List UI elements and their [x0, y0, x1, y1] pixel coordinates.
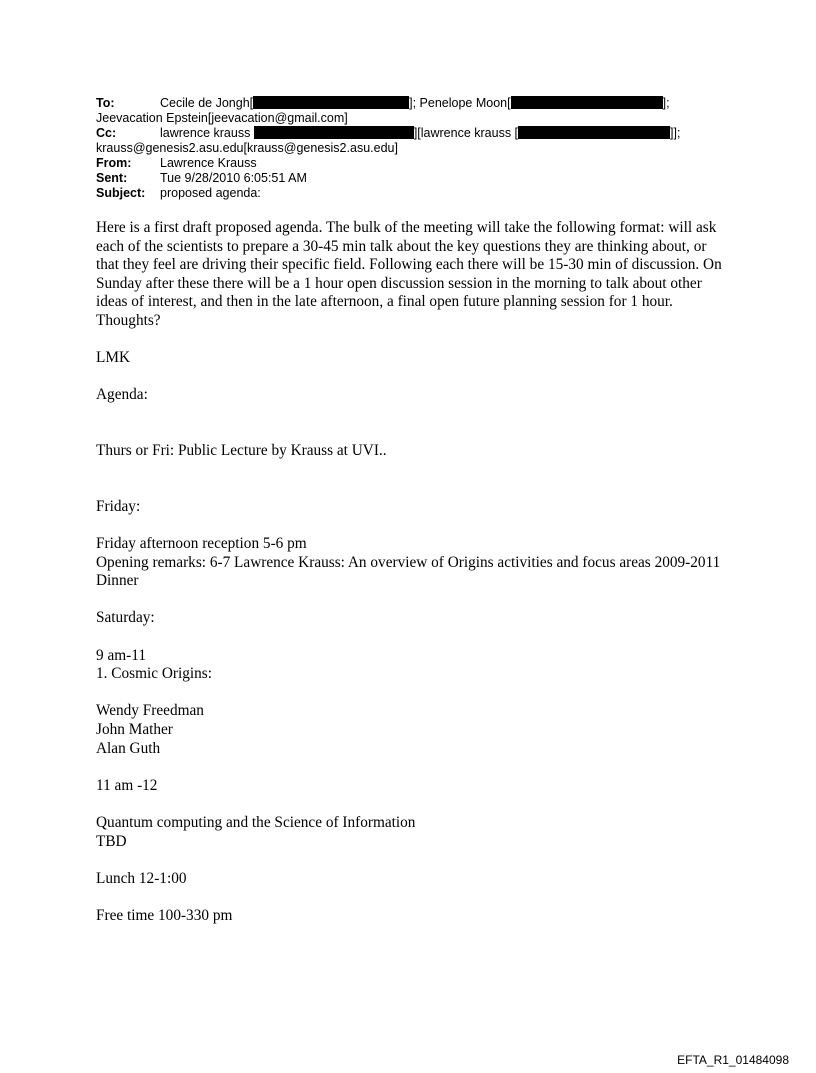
- to-end: ];: [662, 96, 670, 110]
- cc-separator: ][lawrence krauss [: [413, 126, 519, 140]
- lunch: Lunch 12-1:00: [96, 869, 187, 887]
- friday-reception: Friday afternoon reception 5-6 pm: [96, 535, 307, 553]
- agenda-heading: Agenda:: [96, 386, 148, 404]
- email-body: [96, 219, 728, 926]
- to-recipient-1: Cecile de Jongh[: [160, 96, 254, 110]
- redaction-bar: [254, 126, 414, 139]
- redaction-bar: [511, 96, 663, 109]
- free-time: Free time 100-330 pm: [96, 906, 233, 924]
- slot2-title: Quantum computing and the Science of Information: [96, 814, 416, 831]
- cc-line-2: krauss@genesis2.asu.edu[krauss@genesis2.asu.edu]: [96, 141, 398, 155]
- signoff: LMK: [96, 349, 130, 367]
- cc-end: ]];: [670, 126, 681, 140]
- redaction-bar: [253, 96, 409, 109]
- intro-paragraph: Here is a first draft proposed agenda. The bulk of the meeting will take the following format: will ask each of the scientists to prepare a 30-45 min talk about the key questions they are thinking about, or that they feel are driving their specific field. Following each there will be 15-30 min of discussion. On Sunday after these there will be a 1 hour open discussion session in the morning to talk about other ideas of interest, and then in the late afternoon, a final open future planning session for 1 hour.: [96, 219, 722, 311]
- friday-heading: Friday:: [96, 497, 141, 515]
- subject-value: proposed agenda:: [160, 186, 261, 200]
- from-value: Lawrence Krauss: [160, 156, 257, 170]
- sent-line: [96, 171, 307, 186]
- speaker: Wendy Freedman: [96, 702, 204, 720]
- cc-recipient-1: lawrence krauss: [160, 126, 251, 140]
- from-label: From:: [96, 156, 132, 170]
- redaction-bar: [518, 126, 670, 139]
- cc-label: Cc:: [96, 126, 117, 140]
- sent-label: Sent:: [96, 171, 128, 185]
- speaker: Alan Guth: [96, 739, 161, 757]
- cc-line: [96, 126, 680, 141]
- subject-label: Subject:: [96, 186, 146, 200]
- slot1-time: 9 am-11: [96, 646, 146, 664]
- saturday-heading: Saturday:: [96, 609, 155, 627]
- from-line: [96, 156, 257, 171]
- speaker: John Mather: [96, 721, 173, 739]
- slot2-time: 11 am -12: [96, 776, 158, 794]
- dinner: Dinner: [96, 572, 139, 590]
- sent-value: Tue 9/28/2010 6:05:51 AM: [160, 171, 307, 185]
- document-id: EFTA_R1_01484098: [677, 1053, 789, 1067]
- to-separator: ]; Penelope Moon[: [409, 96, 511, 110]
- to-line: [96, 96, 670, 111]
- slot1-title: 1. Cosmic Origins:: [96, 665, 213, 683]
- to-label: To:: [96, 96, 115, 110]
- slot2-speaker: TBD: [96, 832, 127, 850]
- public-lecture: Thurs or Fri: Public Lecture by Krauss at UVI..: [96, 442, 387, 460]
- thoughts-line: Thoughts?: [96, 311, 161, 329]
- to-line-2: Jeevacation Epstein[jeevacation@gmail.com]: [96, 111, 348, 125]
- subject-line: [96, 186, 261, 201]
- opening-remarks: Opening remarks: 6-7 Lawrence Krauss: An overview of Origins activities and focus areas 2009-2011: [96, 553, 721, 571]
